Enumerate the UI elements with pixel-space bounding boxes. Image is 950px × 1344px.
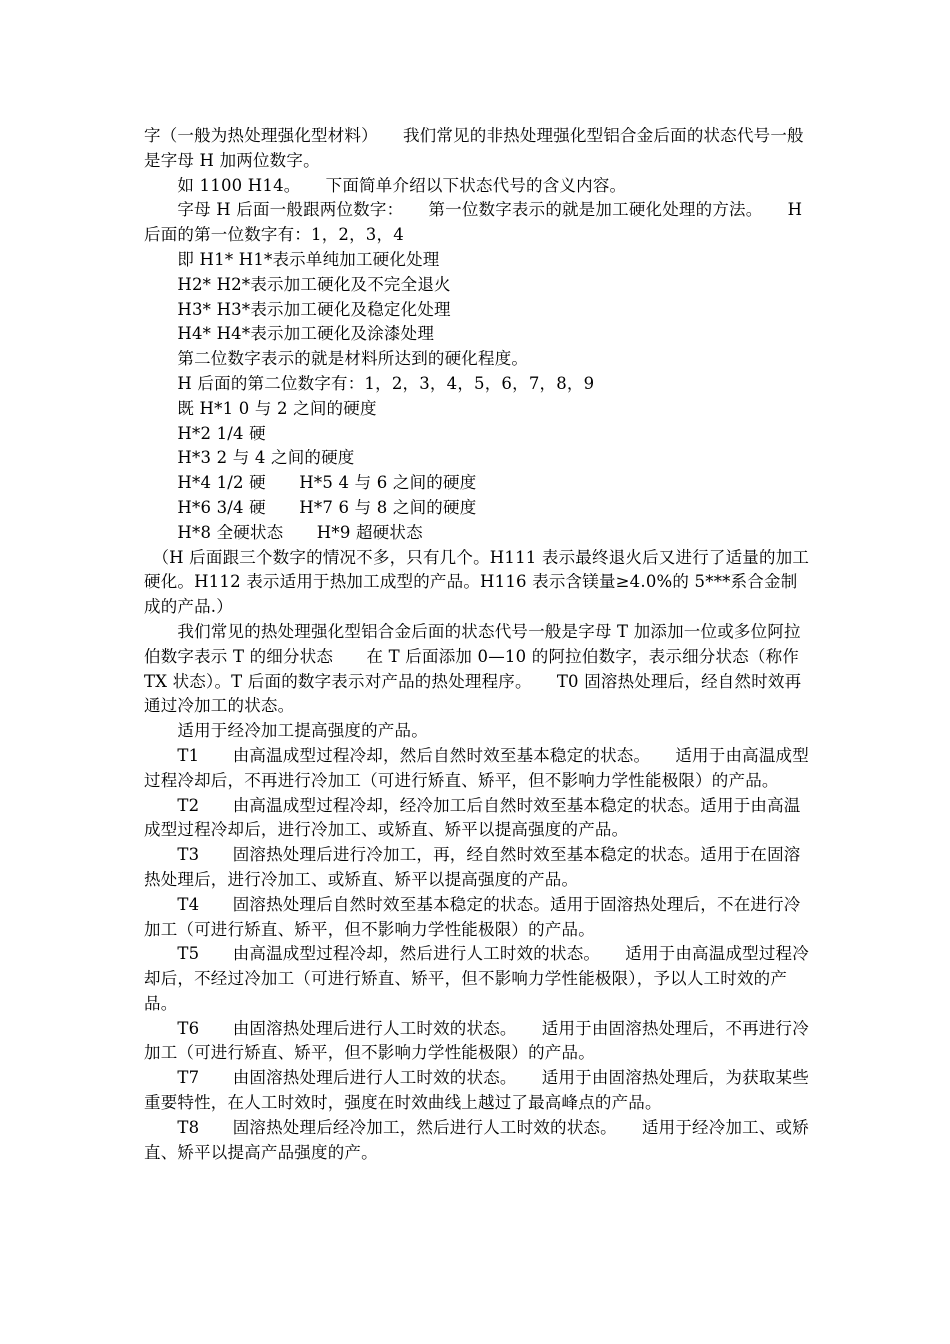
- paragraph-13: H*4 1/2 硬 H*5 4 与 6 之间的硬度: [144, 473, 477, 493]
- paragraph-17: 我们常见的热处理强化型铝合金后面的状态代号一般是字母 T 加添加一位或多位阿拉伯数字表示 T 的细分状态 在 T 后面添加 0—10 的阿拉伯数字，表示细分状态（称作 TX 状态）。T 后面的数字表示对产品的热处理程序。 T0 固溶热处理后，经自然时效再通过冷加工的状态。: [144, 621, 805, 716]
- paragraph-3: 字母 H 后面一般跟两位数字： 第一位数字表示的就是加工硬化处理的方法。 H 后面的第一位数字有：1，2，3，4: [144, 200, 808, 245]
- paragraph-12: H*3 2 与 4 之间的硬度: [144, 448, 355, 468]
- paragraph-26: T8 固溶热处理后经冷加工，然后进行人工时效的状态。 适用于经冷加工、或矫直、矫平以提高产品强度的产。: [144, 1117, 809, 1162]
- document-body: [144, 124, 814, 1165]
- paragraph-11: H*2 1/4 硬: [144, 423, 266, 443]
- paragraph-24: T6 由固溶热处理后进行人工时效的状态。 适用于由固溶热处理后，不再进行冷加工（可进行矫直、矫平，但不影响力学性能极限）的产品。: [144, 1018, 809, 1063]
- paragraph-21: T3 固溶热处理后进行冷加工，再，经自然时效至基本稳定的状态。适用于在固溶热处理后，进行冷加工、或矫直、矫平以提高强度的产品。: [144, 845, 801, 889]
- paragraph-4: 即 H1* H1*表示单纯加工硬化处理: [144, 249, 440, 269]
- paragraph-16: （H 后面跟三个数字的情况不多，只有几个。H111 表示最终退火后又进行了适量的加工硬化。H112 表示适用于热加工成型的产品。H116 表示含镁量≥4.0%的 5***系合金制成的产品.）: [144, 547, 810, 617]
- paragraph-22: T4 固溶热处理后自然时效至基本稳定的状态。适用于固溶热处理后，不在进行冷加工（可进行矫直、矫平，但不影响力学性能极限）的产品。: [144, 894, 801, 939]
- paragraph-20: T2 由高温成型过程冷却，经冷加工后自然时效至基本稳定的状态。适用于由高温成型过程冷却后，进行冷加工、或矫直、矫平以提高强度的产品。: [144, 795, 801, 840]
- paragraph-8: 第二位数字表示的就是材料所达到的硬化程度。: [144, 349, 529, 369]
- paragraph-10: 既 H*1 0 与 2 之间的硬度: [144, 398, 377, 418]
- paragraph-19: T1 由高温成型过程冷却，然后自然时效至基本稳定的状态。 适用于由高温成型过程冷却后，不再进行冷加工（可进行矫直、矫平，但不影响力学性能极限）的产品。: [144, 745, 809, 790]
- paragraph-18: 适用于经冷加工提高强度的产品。: [144, 721, 428, 741]
- paragraph-14: H*6 3/4 硬 H*7 6 与 8 之间的硬度: [144, 497, 477, 517]
- paragraph-23: T5 由高温成型过程冷却，然后进行人工时效的状态。 适用于由高温成型过程冷却后，不经过冷加工（可进行矫直、矫平，但不影响力学性能极限），予以人工时效的产品。: [144, 944, 809, 1013]
- paragraph-25: T7 由固溶热处理后进行人工时效的状态。 适用于由固溶热处理后，为获取某些重要特性，在人工时效时，强度在时效曲线上越过了最高峰点的产品。: [144, 1068, 809, 1113]
- paragraph-15: H*8 全硬状态 H*9 超硬状态: [144, 522, 423, 542]
- paragraph-9: H 后面的第二位数字有：1，2，3，4，5，6，7，8，9: [144, 373, 595, 393]
- paragraph-5: H2* H2*表示加工硬化及不完全退火: [144, 274, 451, 294]
- paragraph-7: H4* H4*表示加工硬化及涂漆处理: [144, 324, 435, 344]
- paragraph-2: 如 1100 H14。 下面简单介绍以下状态代号的含义内容。: [144, 175, 627, 195]
- paragraph-6: H3* H3*表示加工硬化及稳定化处理: [144, 299, 451, 319]
- paragraph-1: 字（一般为热处理强化型材料） 我们常见的非热处理强化型铝合金后面的状态代号一般是字母 H 加两位数字。: [144, 126, 804, 170]
